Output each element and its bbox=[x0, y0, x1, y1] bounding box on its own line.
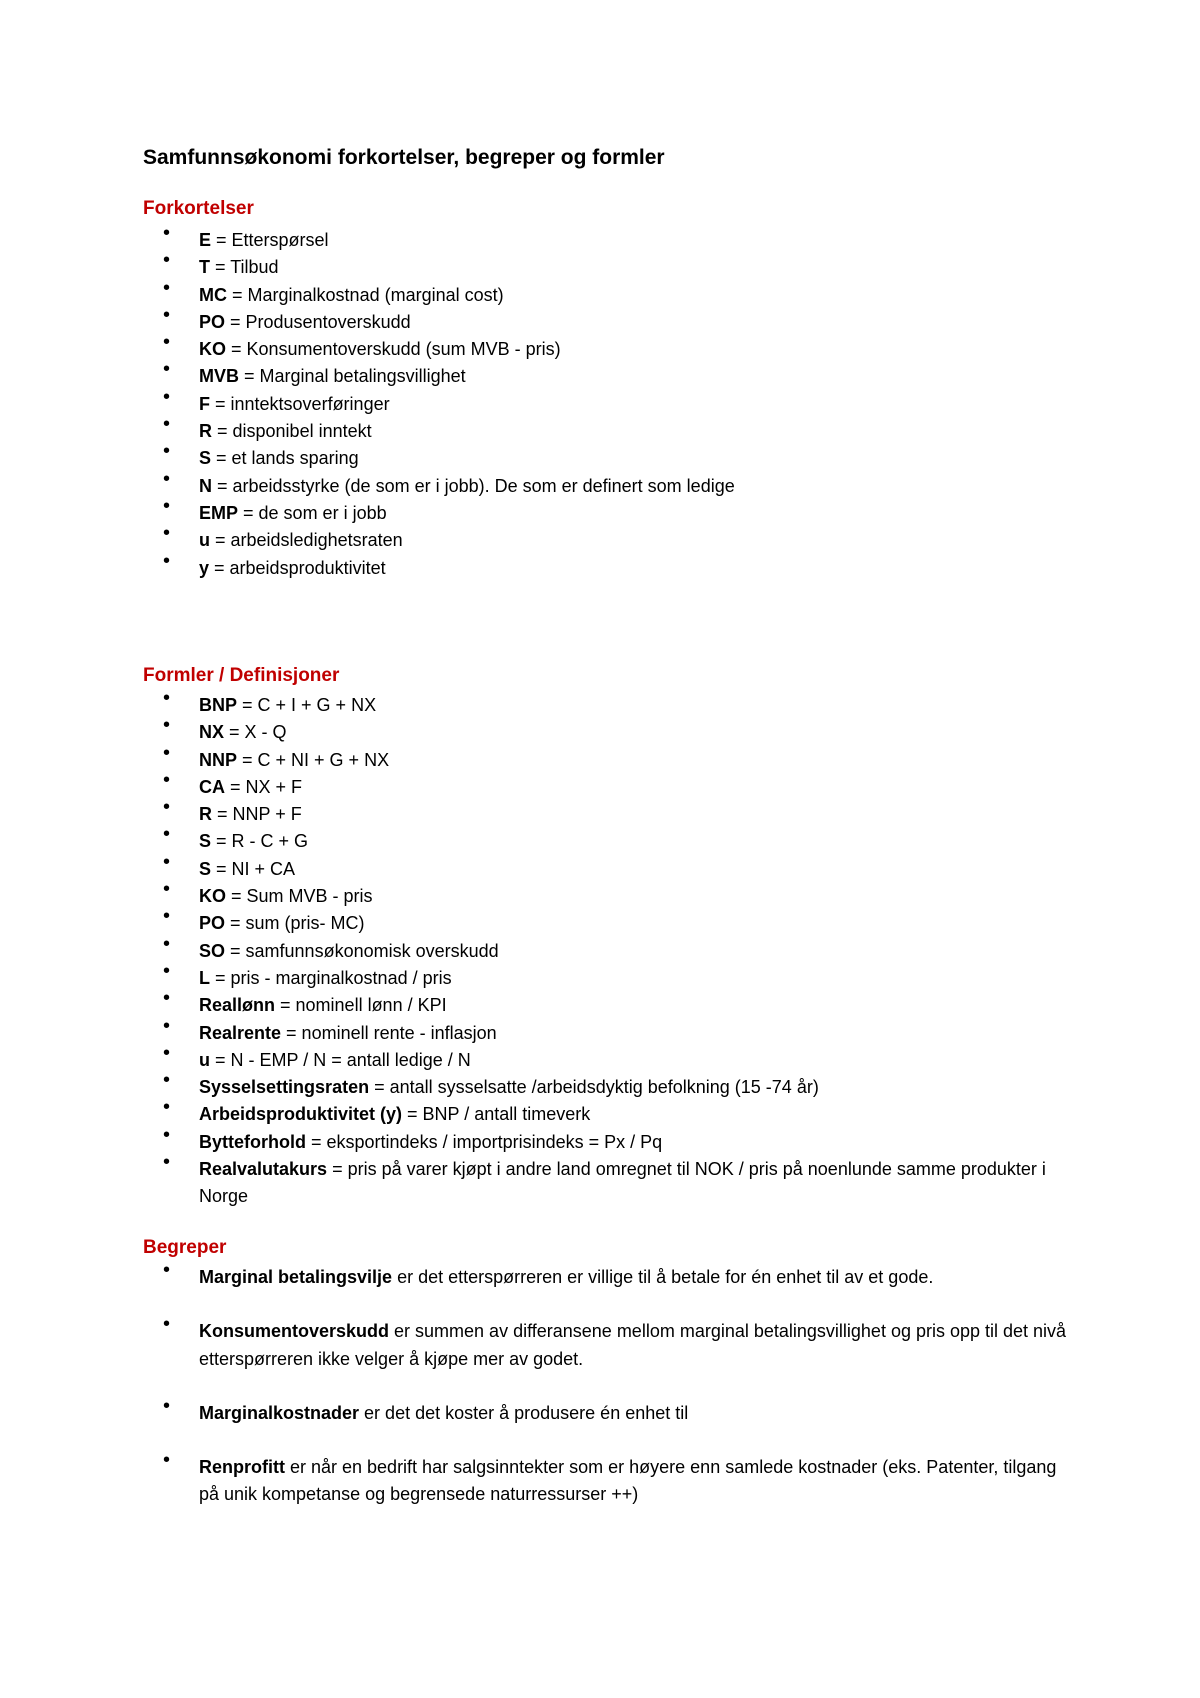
bullet-icon: • bbox=[163, 331, 171, 354]
item-term: CA bbox=[199, 776, 225, 797]
item-term: R bbox=[199, 804, 212, 825]
list-item bbox=[143, 549, 1073, 582]
item-text: = nominell lønn / KPI bbox=[275, 995, 447, 1016]
item-text: = Tilbud bbox=[210, 257, 279, 278]
item-text: = inntektsoverføringer bbox=[210, 393, 390, 414]
list-item bbox=[143, 1069, 1073, 1101]
item-term: Marginalkostnader bbox=[199, 1402, 360, 1423]
item-term: E bbox=[199, 230, 212, 250]
item-term: PO bbox=[199, 913, 226, 934]
list-item bbox=[143, 1041, 1073, 1074]
list-item bbox=[143, 249, 1073, 281]
item-text: = eksportindeks / importprisindeks = Px / Pq bbox=[306, 1131, 663, 1152]
bullet-icon: • bbox=[163, 796, 171, 819]
item-term: Renprofitt bbox=[199, 1457, 285, 1478]
item-term: Reallønn bbox=[199, 995, 276, 1016]
item-text: = nominell rente - inflasjon bbox=[281, 1022, 497, 1043]
bullet-icon: • bbox=[163, 714, 171, 737]
item-text: = disponibel inntekt bbox=[212, 421, 372, 442]
item-term: MVB bbox=[199, 366, 239, 387]
item-term: NX bbox=[199, 722, 225, 743]
item-term: F bbox=[199, 393, 210, 414]
bullet-icon: • bbox=[163, 1449, 171, 1472]
bullet-icon: • bbox=[163, 222, 171, 244]
item-text: = NNP + F bbox=[212, 804, 302, 825]
list-item bbox=[143, 385, 1073, 418]
item-text: = Sum MVB - pris bbox=[226, 886, 373, 907]
list-item bbox=[143, 440, 1073, 472]
item-text: = pris på varer kjøpt i andre land omregnet til NOK / pris på noenlunde samme produkter i Norge bbox=[199, 1159, 1046, 1207]
list-item bbox=[143, 358, 1073, 390]
list-item bbox=[143, 467, 1073, 500]
bullet-icon: • bbox=[163, 1041, 171, 1064]
item-term: T bbox=[199, 257, 210, 278]
bullet-icon: • bbox=[163, 467, 171, 490]
list-item bbox=[143, 1151, 1073, 1211]
list-item bbox=[143, 1096, 1073, 1128]
item-term: SO bbox=[199, 940, 226, 961]
bullet-icon: • bbox=[163, 358, 171, 381]
formula-list bbox=[143, 687, 1073, 1211]
bullet-icon: • bbox=[163, 687, 171, 709]
list-item bbox=[143, 1449, 1073, 1509]
item-term: NNP bbox=[199, 749, 238, 770]
section-heading-begreper: Begreper bbox=[143, 1237, 227, 1258]
bullet-icon: • bbox=[163, 959, 171, 982]
concept-list bbox=[143, 1259, 1073, 1536]
item-text: = arbeidsstyrke (de som er i jobb). De som er definert som ledige bbox=[212, 475, 735, 496]
bullet-icon: • bbox=[163, 1014, 171, 1037]
item-term: Bytteforhold bbox=[199, 1131, 306, 1152]
list-item bbox=[143, 796, 1073, 828]
item-term: MC bbox=[199, 284, 227, 305]
item-term: PO bbox=[199, 311, 226, 332]
list-item bbox=[143, 1259, 1073, 1291]
item-text: = samfunnsøkonomisk overskudd bbox=[225, 940, 499, 961]
item-term: S bbox=[199, 831, 212, 852]
document-title: Samfunnsøkonomi forkortelser, begreper og formler bbox=[143, 146, 665, 169]
item-term: Konsumentoverskudd bbox=[199, 1321, 390, 1342]
bullet-icon: • bbox=[163, 249, 171, 272]
list-item bbox=[143, 687, 1073, 719]
item-text: er når en bedrift har salgsinntekter som er høyere enn samlede kostnader (eks. Patenter, tilgang på unik kompetanse og begrensede naturressurser ++) bbox=[199, 1457, 1057, 1505]
item-text: = Marginal betalingsvillighet bbox=[239, 366, 466, 387]
list-item bbox=[143, 413, 1073, 445]
bullet-icon: • bbox=[163, 878, 171, 901]
bullet-icon: • bbox=[163, 1096, 171, 1119]
bullet-icon: • bbox=[163, 303, 171, 326]
list-item bbox=[143, 222, 1073, 254]
bullet-icon: • bbox=[163, 823, 171, 846]
item-text: = Produsentoverskudd bbox=[225, 311, 411, 332]
list-item bbox=[143, 768, 1073, 801]
abbreviation-list bbox=[143, 222, 1073, 582]
bullet-icon: • bbox=[163, 522, 171, 545]
bullet-icon: • bbox=[163, 440, 171, 463]
bullet-icon: • bbox=[163, 1069, 171, 1092]
bullet-icon: • bbox=[163, 276, 171, 299]
item-text: er summen av differansene mellom marginal betalingsvillighet og pris opp til det nivå etterspørreren ikke velger å kjøpe mer av godet. bbox=[199, 1321, 1067, 1369]
item-text: = R - C + G bbox=[211, 831, 309, 852]
item-term: Sysselsettingsraten bbox=[199, 1077, 370, 1098]
item-text: = et lands sparing bbox=[211, 448, 359, 469]
item-term: u bbox=[199, 1049, 210, 1070]
list-item bbox=[143, 959, 1073, 992]
bullet-icon: • bbox=[163, 1394, 171, 1417]
list-item bbox=[143, 522, 1073, 554]
item-term: S bbox=[199, 448, 212, 469]
list-item bbox=[143, 987, 1073, 1019]
bullet-icon: • bbox=[163, 850, 171, 873]
item-text: = sum (pris- MC) bbox=[225, 913, 365, 934]
item-term: KO bbox=[199, 886, 226, 907]
item-text: = N - EMP / N = antall ledige / N bbox=[210, 1049, 471, 1070]
section-heading-forkortelser: Forkortelser bbox=[143, 198, 254, 219]
item-term: N bbox=[199, 475, 212, 496]
bullet-icon: • bbox=[163, 1313, 171, 1336]
item-term: EMP bbox=[199, 502, 239, 523]
item-term: R bbox=[199, 421, 212, 442]
list-item bbox=[143, 823, 1073, 855]
list-item bbox=[143, 878, 1073, 910]
bullet-icon: • bbox=[163, 413, 171, 436]
item-text: = NX + F bbox=[225, 776, 303, 797]
list-item bbox=[143, 714, 1073, 746]
list-item bbox=[143, 1014, 1073, 1047]
item-term: u bbox=[199, 530, 210, 551]
item-text: = antall sysselsatte /arbeidsdyktig befolkning (15 -74 år) bbox=[369, 1077, 819, 1098]
item-text: = Etterspørsel bbox=[211, 230, 329, 250]
list-item bbox=[143, 331, 1073, 363]
bullet-icon: • bbox=[163, 1123, 171, 1146]
item-text: er det det koster å produsere én enhet til bbox=[359, 1402, 689, 1423]
list-item bbox=[143, 741, 1073, 774]
item-term: Realrente bbox=[199, 1022, 282, 1043]
bullet-icon: • bbox=[163, 494, 171, 517]
item-term: BNP bbox=[199, 695, 238, 715]
item-text: = arbeidsproduktivitet bbox=[209, 557, 386, 578]
item-text: = NI + CA bbox=[211, 858, 296, 879]
list-item bbox=[143, 850, 1073, 883]
bullet-icon: • bbox=[163, 1151, 171, 1174]
item-term: S bbox=[199, 858, 212, 879]
item-term: Marginal betalingsvilje bbox=[199, 1267, 393, 1287]
item-term: L bbox=[199, 967, 210, 988]
list-item bbox=[143, 303, 1073, 336]
bullet-icon: • bbox=[163, 987, 171, 1010]
bullet-icon: • bbox=[163, 905, 171, 928]
bullet-icon: • bbox=[163, 549, 171, 572]
list-item bbox=[143, 905, 1073, 937]
item-text: = C + I + G + NX bbox=[237, 695, 377, 715]
bullet-icon: • bbox=[163, 1259, 171, 1281]
list-item bbox=[143, 1394, 1073, 1427]
item-text: = Konsumentoverskudd (sum MVB - pris) bbox=[226, 339, 561, 360]
section-heading-formler: Formler / Definisjoner bbox=[143, 665, 340, 686]
item-text: = Marginalkostnad (marginal cost) bbox=[227, 284, 504, 305]
bullet-icon: • bbox=[163, 741, 171, 764]
item-term: Realvalutakurs bbox=[199, 1159, 328, 1180]
list-item bbox=[143, 494, 1073, 527]
item-text: er det etterspørreren er villige til å betale for én enhet til av et gode. bbox=[392, 1267, 934, 1287]
list-item bbox=[143, 276, 1073, 309]
item-text: = C + NI + G + NX bbox=[237, 749, 390, 770]
list-item bbox=[143, 1313, 1073, 1373]
list-item bbox=[143, 1123, 1073, 1156]
item-text: = X - Q bbox=[224, 722, 287, 743]
item-term: Arbeidsproduktivitet (y) bbox=[199, 1104, 403, 1125]
item-text: = pris - marginalkostnad / pris bbox=[210, 967, 452, 988]
item-text: = de som er i jobb bbox=[238, 502, 387, 523]
item-term: y bbox=[199, 557, 210, 578]
item-term: KO bbox=[199, 339, 226, 360]
item-text: = BNP / antall timeverk bbox=[402, 1104, 591, 1125]
bullet-icon: • bbox=[163, 932, 171, 955]
bullet-icon: • bbox=[163, 385, 171, 408]
list-item bbox=[143, 932, 1073, 965]
bullet-icon: • bbox=[163, 768, 171, 791]
item-text: = arbeidsledighetsraten bbox=[210, 530, 403, 551]
